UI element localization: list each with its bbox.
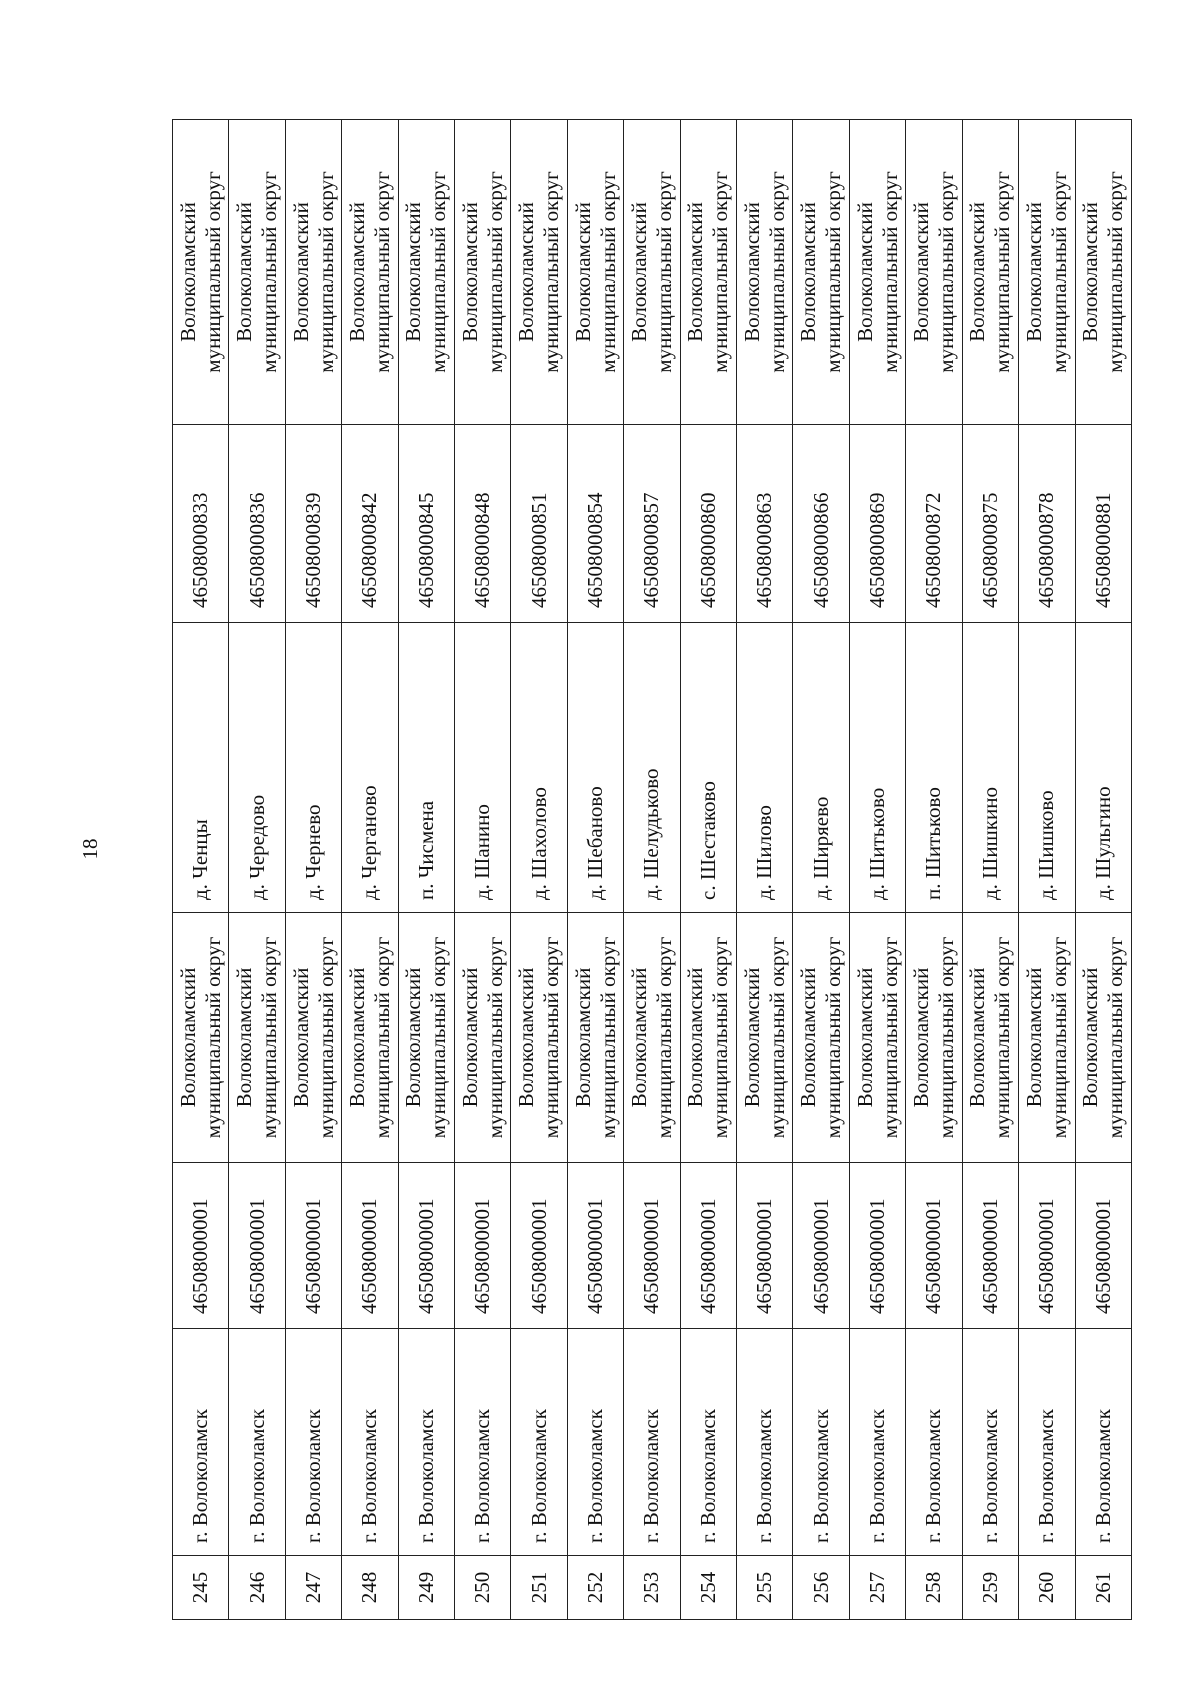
row-number-cell: 260 [1019,1556,1075,1620]
locality-code-cell: 46508000863 [737,425,793,623]
settlement-name-cell: г. Волоколамск [793,1329,849,1556]
locality-code-cell: 46508000845 [398,425,454,623]
row-number-cell: 250 [455,1556,511,1620]
locality-district-cell-line-2: муниципальный округ [595,171,620,373]
settlement-district-cell-line-1: Волоколамский [401,967,426,1108]
settlement-district-cell-line-2: муниципальный округ [1103,936,1128,1139]
settlement-district-cell [342,913,398,1163]
table-row [906,120,962,1620]
locality-district-cell-line-1: Волоколамский [288,202,313,342]
locality-name-cell: с. Шестаково [680,623,736,913]
locality-district-cell-line-1: Волоколамский [965,202,990,342]
table-row [173,120,229,1620]
settlement-name-cell: г. Волоколамск [1019,1329,1075,1556]
row-number-cell: 253 [624,1556,680,1620]
locality-district-cell-line-2: муниципальный округ [426,171,451,373]
settlement-code-cell: 46508000001 [342,1163,398,1329]
settlement-name-cell: г. Волоколамск [342,1329,398,1556]
locality-district-cell-line-2: муниципальный округ [539,171,564,373]
settlement-code-cell: 46508000001 [285,1163,341,1329]
locality-name-cell: д. Шелудьково [624,623,680,913]
locality-district-cell-line-2: муниципальный округ [821,171,846,373]
settlement-code-cell: 46508000001 [511,1163,567,1329]
row-number-cell: 249 [398,1556,454,1620]
settlement-district-cell-line-2: муниципальный округ [933,936,958,1139]
row-number-cell: 257 [849,1556,905,1620]
locality-district-cell-line-1: Волоколамский [570,202,595,342]
locality-code-cell: 46508000869 [849,425,905,623]
settlement-code-cell: 46508000001 [906,1163,962,1329]
locality-district-cell-line-2: муниципальный округ [257,171,282,373]
settlement-district-cell [793,913,849,1163]
locality-name-cell: д. Чернево [285,623,341,913]
settlement-district-cell-line-1: Волоколамский [965,967,990,1108]
settlement-name-cell: г. Волоколамск [285,1329,341,1556]
table-body [173,120,1132,1620]
locality-code-cell: 46508000872 [906,425,962,623]
settlement-district-cell-line-1: Волоколамский [288,967,313,1108]
locality-district-cell-line-2: муниципальный округ [708,171,733,373]
locality-district-cell [680,120,736,425]
locality-name-cell: д. Ширяево [793,623,849,913]
settlement-district-cell-line-1: Волоколамский [852,967,877,1108]
settlement-district-cell-line-1: Волоколамский [1021,967,1046,1108]
page-number: 18 [77,838,102,860]
locality-district-cell [455,120,511,425]
table-row [342,120,398,1620]
locality-district-cell [229,120,285,425]
locality-district-cell-line-2: муниципальный округ [482,171,507,373]
settlement-district-cell [680,913,736,1163]
locality-district-cell-line-1: Волоколамский [626,202,651,342]
locality-name-cell: д. Шанино [455,623,511,913]
settlement-district-cell [455,913,511,1163]
table-row [511,120,567,1620]
table-row [624,120,680,1620]
table-row [285,120,341,1620]
settlement-district-cell-line-1: Волоколамский [683,967,708,1108]
locality-table [172,119,1132,1620]
settlement-district-cell-line-2: муниципальный округ [539,936,564,1139]
settlement-name-cell: г. Волоколамск [680,1329,736,1556]
locality-district-cell [906,120,962,425]
locality-district-cell-line-1: Волоколамский [344,202,369,342]
locality-code-cell: 46508000866 [793,425,849,623]
settlement-code-cell: 46508000001 [229,1163,285,1329]
settlement-name-cell: г. Волоколамск [737,1329,793,1556]
locality-name-cell: д. Ченцы [173,623,229,913]
row-number-cell: 261 [1075,1556,1132,1620]
settlement-district-cell-line-2: муниципальный округ [877,936,902,1139]
settlement-code-cell: 46508000001 [455,1163,511,1329]
settlement-name-cell: г. Волоколамск [511,1329,567,1556]
table-row [229,120,285,1620]
settlement-name-cell: г. Волоколамск [906,1329,962,1556]
table-row [737,120,793,1620]
settlement-code-cell: 46508000001 [849,1163,905,1329]
locality-code-cell: 46508000848 [455,425,511,623]
settlement-district-cell-line-2: муниципальный округ [708,936,733,1139]
locality-district-cell-line-1: Волоколамский [401,202,426,342]
settlement-name-cell: г. Волоколамск [455,1329,511,1556]
settlement-district-cell-line-1: Волоколамский [739,967,764,1108]
locality-district-cell-line-2: муниципальный округ [313,171,338,373]
locality-district-cell [342,120,398,425]
row-number-cell: 245 [173,1556,229,1620]
locality-code-cell: 46508000878 [1019,425,1075,623]
locality-district-cell [1019,120,1075,425]
table-row [1075,120,1132,1620]
settlement-district-cell-line-2: муниципальный округ [257,936,282,1139]
settlement-district-cell [285,913,341,1163]
locality-code-cell: 46508000851 [511,425,567,623]
settlement-code-cell: 46508000001 [962,1163,1018,1329]
settlement-code-cell: 46508000001 [793,1163,849,1329]
locality-district-cell-line-2: муниципальный округ [990,171,1015,373]
locality-code-cell: 46508000881 [1075,425,1132,623]
settlement-district-cell-line-1: Волоколамский [908,967,933,1108]
settlement-name-cell: г. Волоколамск [1075,1329,1132,1556]
table-row [962,120,1018,1620]
settlement-name-cell: г. Волоколамск [849,1329,905,1556]
settlement-code-cell: 46508000001 [1075,1163,1132,1329]
locality-district-cell-line-1: Волоколамский [1078,202,1103,342]
locality-code-cell: 46508000854 [567,425,623,623]
row-number-cell: 252 [567,1556,623,1620]
locality-code-cell: 46508000842 [342,425,398,623]
row-number-cell: 246 [229,1556,285,1620]
settlement-code-cell: 46508000001 [398,1163,454,1329]
locality-code-cell: 46508000836 [229,425,285,623]
locality-district-cell-line-2: муниципальный округ [1103,171,1128,373]
locality-name-cell: д. Шульгино [1075,623,1132,913]
settlement-district-cell-line-2: муниципальный округ [595,936,620,1139]
table-row [1019,120,1075,1620]
settlement-district-cell-line-1: Волоколамский [1078,967,1103,1108]
settlement-district-cell-line-2: муниципальный округ [1046,936,1071,1139]
locality-code-cell: 46508000857 [624,425,680,623]
settlement-district-cell-line-1: Волоколамский [344,967,369,1108]
locality-name-cell: д. Шилово [737,623,793,913]
locality-district-cell-line-1: Волоколамский [739,202,764,342]
locality-district-cell-line-1: Волоколамский [232,202,257,342]
settlement-district-cell-line-1: Волоколамский [796,967,821,1108]
settlement-code-cell: 46508000001 [680,1163,736,1329]
locality-district-cell-line-2: муниципальный округ [877,171,902,373]
locality-district-cell-line-2: муниципальный округ [200,171,225,373]
locality-name-cell: д. Шишково [1019,623,1075,913]
settlement-district-cell [1075,913,1132,1163]
locality-code-cell: 46508000839 [285,425,341,623]
settlement-code-cell: 46508000001 [624,1163,680,1329]
table-row [398,120,454,1620]
settlement-district-cell-line-1: Волоколамский [626,967,651,1108]
locality-district-cell-line-1: Волоколамский [852,202,877,342]
locality-name-cell: д. Шитьково [849,623,905,913]
settlement-district-cell [229,913,285,1163]
locality-district-cell [398,120,454,425]
settlement-district-cell-line-1: Волоколамский [457,967,482,1108]
locality-district-cell [624,120,680,425]
settlement-district-cell [906,913,962,1163]
locality-name-cell: д. Шебаново [567,623,623,913]
locality-name-cell: д. Шишкино [962,623,1018,913]
locality-district-cell-line-1: Волоколамский [1021,202,1046,342]
row-number-cell: 248 [342,1556,398,1620]
row-number-cell: 251 [511,1556,567,1620]
settlement-code-cell: 46508000001 [737,1163,793,1329]
locality-district-cell-line-2: муниципальный округ [933,171,958,373]
locality-district-cell-line-1: Волоколамский [514,202,539,342]
locality-district-cell [567,120,623,425]
locality-district-cell-line-2: муниципальный округ [764,171,789,373]
settlement-district-cell-line-1: Волоколамский [570,967,595,1108]
settlement-district-cell-line-1: Волоколамский [232,967,257,1108]
settlement-name-cell: г. Волоколамск [962,1329,1018,1556]
locality-district-cell-line-1: Волоколамский [175,202,200,342]
locality-name-cell: п. Шитьково [906,623,962,913]
locality-district-cell [511,120,567,425]
settlement-name-cell: г. Волоколамск [398,1329,454,1556]
settlement-code-cell: 46508000001 [1019,1163,1075,1329]
table-row [793,120,849,1620]
locality-code-cell: 46508000860 [680,425,736,623]
locality-name-cell: д. Черганово [342,623,398,913]
settlement-district-cell-line-2: муниципальный округ [482,936,507,1139]
settlement-district-cell-line-2: муниципальный округ [200,936,225,1139]
table-row [680,120,736,1620]
settlement-district-cell-line-2: муниципальный округ [313,936,338,1139]
locality-district-cell-line-1: Волоколамский [457,202,482,342]
settlement-district-cell-line-2: муниципальный округ [426,936,451,1139]
locality-district-cell [737,120,793,425]
table-row [849,120,905,1620]
settlement-district-cell [962,913,1018,1163]
settlement-district-cell [511,913,567,1163]
settlement-district-cell [624,913,680,1163]
settlement-district-cell-line-2: муниципальный округ [990,936,1015,1139]
settlement-name-cell: г. Волоколамск [229,1329,285,1556]
locality-district-cell [285,120,341,425]
settlement-name-cell: г. Волоколамск [567,1329,623,1556]
settlement-district-cell [173,913,229,1163]
locality-district-cell-line-2: муниципальный округ [651,171,676,373]
settlement-district-cell-line-1: Волоколамский [514,967,539,1108]
table-row [567,120,623,1620]
locality-district-cell-line-2: муниципальный округ [1046,171,1071,373]
locality-district-cell-line-1: Волоколамский [683,202,708,342]
locality-district-cell [793,120,849,425]
settlement-code-cell: 46508000001 [567,1163,623,1329]
settlement-district-cell [398,913,454,1163]
locality-code-cell: 46508000875 [962,425,1018,623]
locality-district-cell-line-1: Волоколамский [796,202,821,342]
settlement-district-cell-line-2: муниципальный округ [651,936,676,1139]
row-number-cell: 255 [737,1556,793,1620]
locality-district-cell-line-1: Волоколамский [908,202,933,342]
row-number-cell: 256 [793,1556,849,1620]
settlement-district-cell [567,913,623,1163]
locality-district-cell [1075,120,1132,425]
row-number-cell: 258 [906,1556,962,1620]
locality-table-frame [172,120,1132,1620]
locality-district-cell-line-2: муниципальный округ [369,171,394,373]
locality-code-cell: 46508000833 [173,425,229,623]
settlement-district-cell-line-1: Волоколамский [175,967,200,1108]
locality-district-cell [849,120,905,425]
locality-name-cell: д. Чередово [229,623,285,913]
locality-name-cell: п. Чисмена [398,623,454,913]
row-number-cell: 259 [962,1556,1018,1620]
row-number-cell: 254 [680,1556,736,1620]
settlement-district-cell [849,913,905,1163]
table-row [455,120,511,1620]
settlement-district-cell-line-2: муниципальный округ [821,936,846,1139]
settlement-district-cell-line-2: муниципальный округ [369,936,394,1139]
settlement-code-cell: 46508000001 [173,1163,229,1329]
settlement-district-cell [737,913,793,1163]
settlement-district-cell [1019,913,1075,1163]
settlement-name-cell: г. Волоколамск [624,1329,680,1556]
locality-name-cell: д. Шахолово [511,623,567,913]
locality-district-cell [173,120,229,425]
row-number-cell: 247 [285,1556,341,1620]
settlement-name-cell: г. Волоколамск [173,1329,229,1556]
locality-district-cell [962,120,1018,425]
settlement-district-cell-line-2: муниципальный округ [764,936,789,1139]
